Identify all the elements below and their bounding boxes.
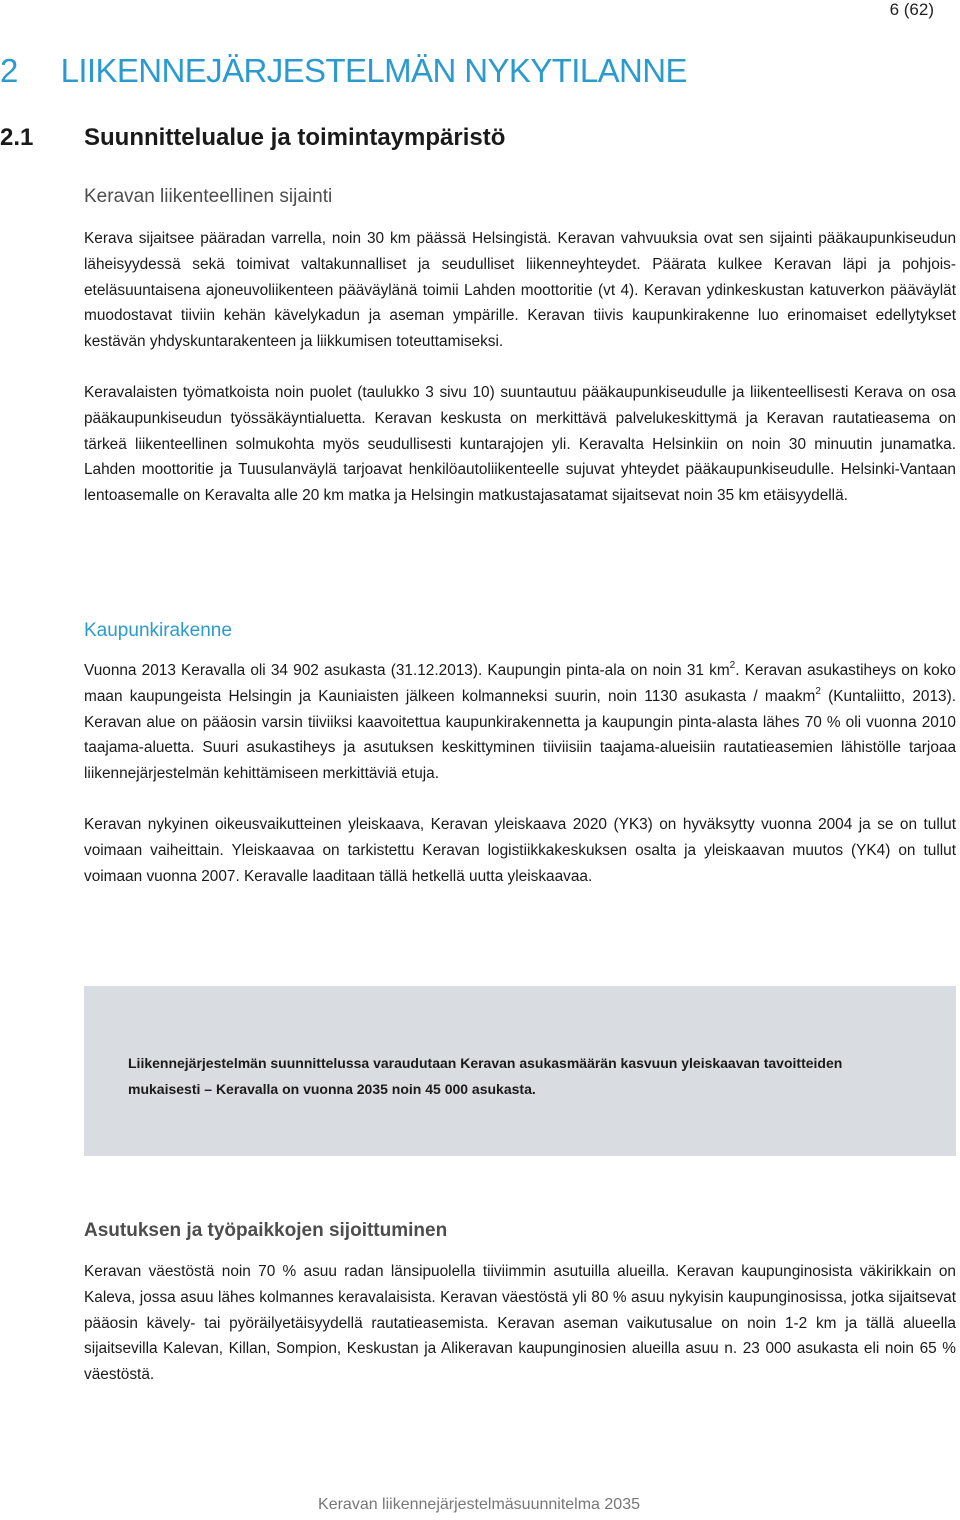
urban-text-b: . Keravan asukastiheys on koko maan kaupungeista Helsingin ja Kauniaisten jälkeen kolmanneksi suurin, noin 1130 asukasta / maakm bbox=[84, 662, 956, 705]
paragraph-urban-1 bbox=[84, 658, 956, 787]
paragraph-location-2: Keravalaisten työmatkoista noin puolet (taulukko 3 sivu 10) suuntautuu pääkaupunkiseudulle ja liikenteellisesti Kerava on osa pääkaupunkiseudun työssäkäyntialuetta. Keravan keskusta on merkittävä palvelukeskittymä ja Keravan rautatieasema on tärkeä liikenteellinen solmukohta myös seudullisesti kuntarajojen yli. Keravalta Helsinkiin on noin 30 minuutin junamatka. Lahden moottoritie ja Tuusulanväylä tarjoavat henkilöautoliikenteelle sujuvat yhteydet pääkaupunkiseudulle. Helsinki-Vantaan lentoasemalle on Keravalta alle 20 km matka ja Helsingin matkustajasatamat sijaitsevat noin 35 km etäisyydellä. bbox=[84, 383, 956, 505]
subheading-urban-structure: Kaupunkirakenne bbox=[84, 620, 232, 641]
page-footer: Keravan liikennejärjestelmäsuunnitelma 2035 bbox=[318, 1496, 640, 1513]
section-location bbox=[84, 186, 956, 509]
subheading-settlement: Asutuksen ja työpaikkojen sijoittuminen bbox=[84, 1220, 448, 1241]
superscript: 2 bbox=[729, 660, 736, 671]
superscript: 2 bbox=[815, 685, 821, 697]
callout-box bbox=[84, 986, 956, 1156]
paragraph-location-1: Kerava sijaitsee pääradan varrella, noin 30 km päässä Helsingistä. Keravan vahvuuksia ovat sen sijainti pääkaupunkiseudun läheisyydessä sekä toimivat valtakunnalliset ja seudulliset liikenneyhteydet. Päärata kulkee Keravan läpi ja pohjois-eteläsuuntaisena ajoneuvoliikenteen pääväylänä toimii Lahden moottoritie (vt 4). Keravan ydinkeskustan katuverkon pääväylät muodostavat tiiviin kehän kävelykadun ja aseman ympärille. Keravan tiivis kaupunkirakenne luo erinomaiset edellytykset kestävän yhdyskuntarakenteen ja liikkumisen toteuttamiseksi. bbox=[84, 230, 956, 351]
chapter-heading: 2 LIIKENNEJÄRJESTELMÄN NYKYTILANNE bbox=[0, 52, 687, 89]
page-number: 6 (62) bbox=[889, 0, 934, 19]
section-urban-structure bbox=[84, 620, 956, 889]
callout-text: Liikennejärjestelmän suunnittelussa varaudutaan Keravan asukasmäärän kasvuun yleiskaavan tavoitteiden mukaisesti – Keravalla on vuonna 2035 noin 45 000 asukasta. bbox=[128, 1055, 843, 1097]
section-title: Suunnittelualue ja toimintaympäristö bbox=[84, 124, 506, 151]
section-number: 2.1 bbox=[0, 124, 34, 151]
section-settlement bbox=[84, 1220, 956, 1388]
urban-text-c: (Kuntaliitto, 2013). Keravan alue on pääosin varsin tiiviiksi kaavoitettua kaupunkirakennetta ja kaupungin pinta-alasta lähes 70 % oli vuonna 2010 taajama-aluetta. Suuri asukastiheys ja asutuksen keskittyminen tiiviisiin taajama-alueisiin rautatieasemien lähistölle tarjoaa liikennejärjestelmän kehittämiseen merkittäviä etuja. bbox=[84, 687, 956, 783]
paragraph-settlement-1: Keravan väestöstä noin 70 % asuu radan länsipuolella tiiviimmin asutuilla alueilla. Keravan kaupunginosista väkirikkain on Kaleva, jossa asuu lähes kolmannes keravalaisista. Keravan väestöstä yli 80 % asuu nykyisin kaupunginosissa, jotka sijaitsevat pääosin kävely- tai pyöräilyetäisyydellä rautatieasemista. Keravan aseman vaikutusalue on noin 1-2 km ja tällä alueella sijaitsevilla Kalevan, Killan, Sompion, Keskustan ja Alikeravan kaupunginosien alueilla asuu n. 23 000 asukasta eli noin 65 % väestöstä. bbox=[84, 1263, 956, 1384]
subheading-location: Keravan liikenteellinen sijainti bbox=[84, 186, 333, 207]
urban-text-a: Vuonna 2013 Keravalla oli 34 902 asukasta (31.12.2013). Kaupungin pinta-ala on noin 31 km bbox=[84, 662, 730, 679]
section-heading bbox=[0, 124, 505, 152]
paragraph-urban-2: Keravan nykyinen oikeusvaikutteinen yleiskaava, Keravan yleiskaava 2020 (YK3) on hyväksytty vuonna 2004 ja se on tullut voimaan vaiheittain. Yleiskaavaa on tarkistettu Keravan logistiikkakeskuksen osalta ja yleiskaavan muutos (YK4) on tullut voimaan vuonna 2007. Keravalle laaditaan tällä hetkellä uutta yleiskaavaa. bbox=[84, 815, 956, 885]
